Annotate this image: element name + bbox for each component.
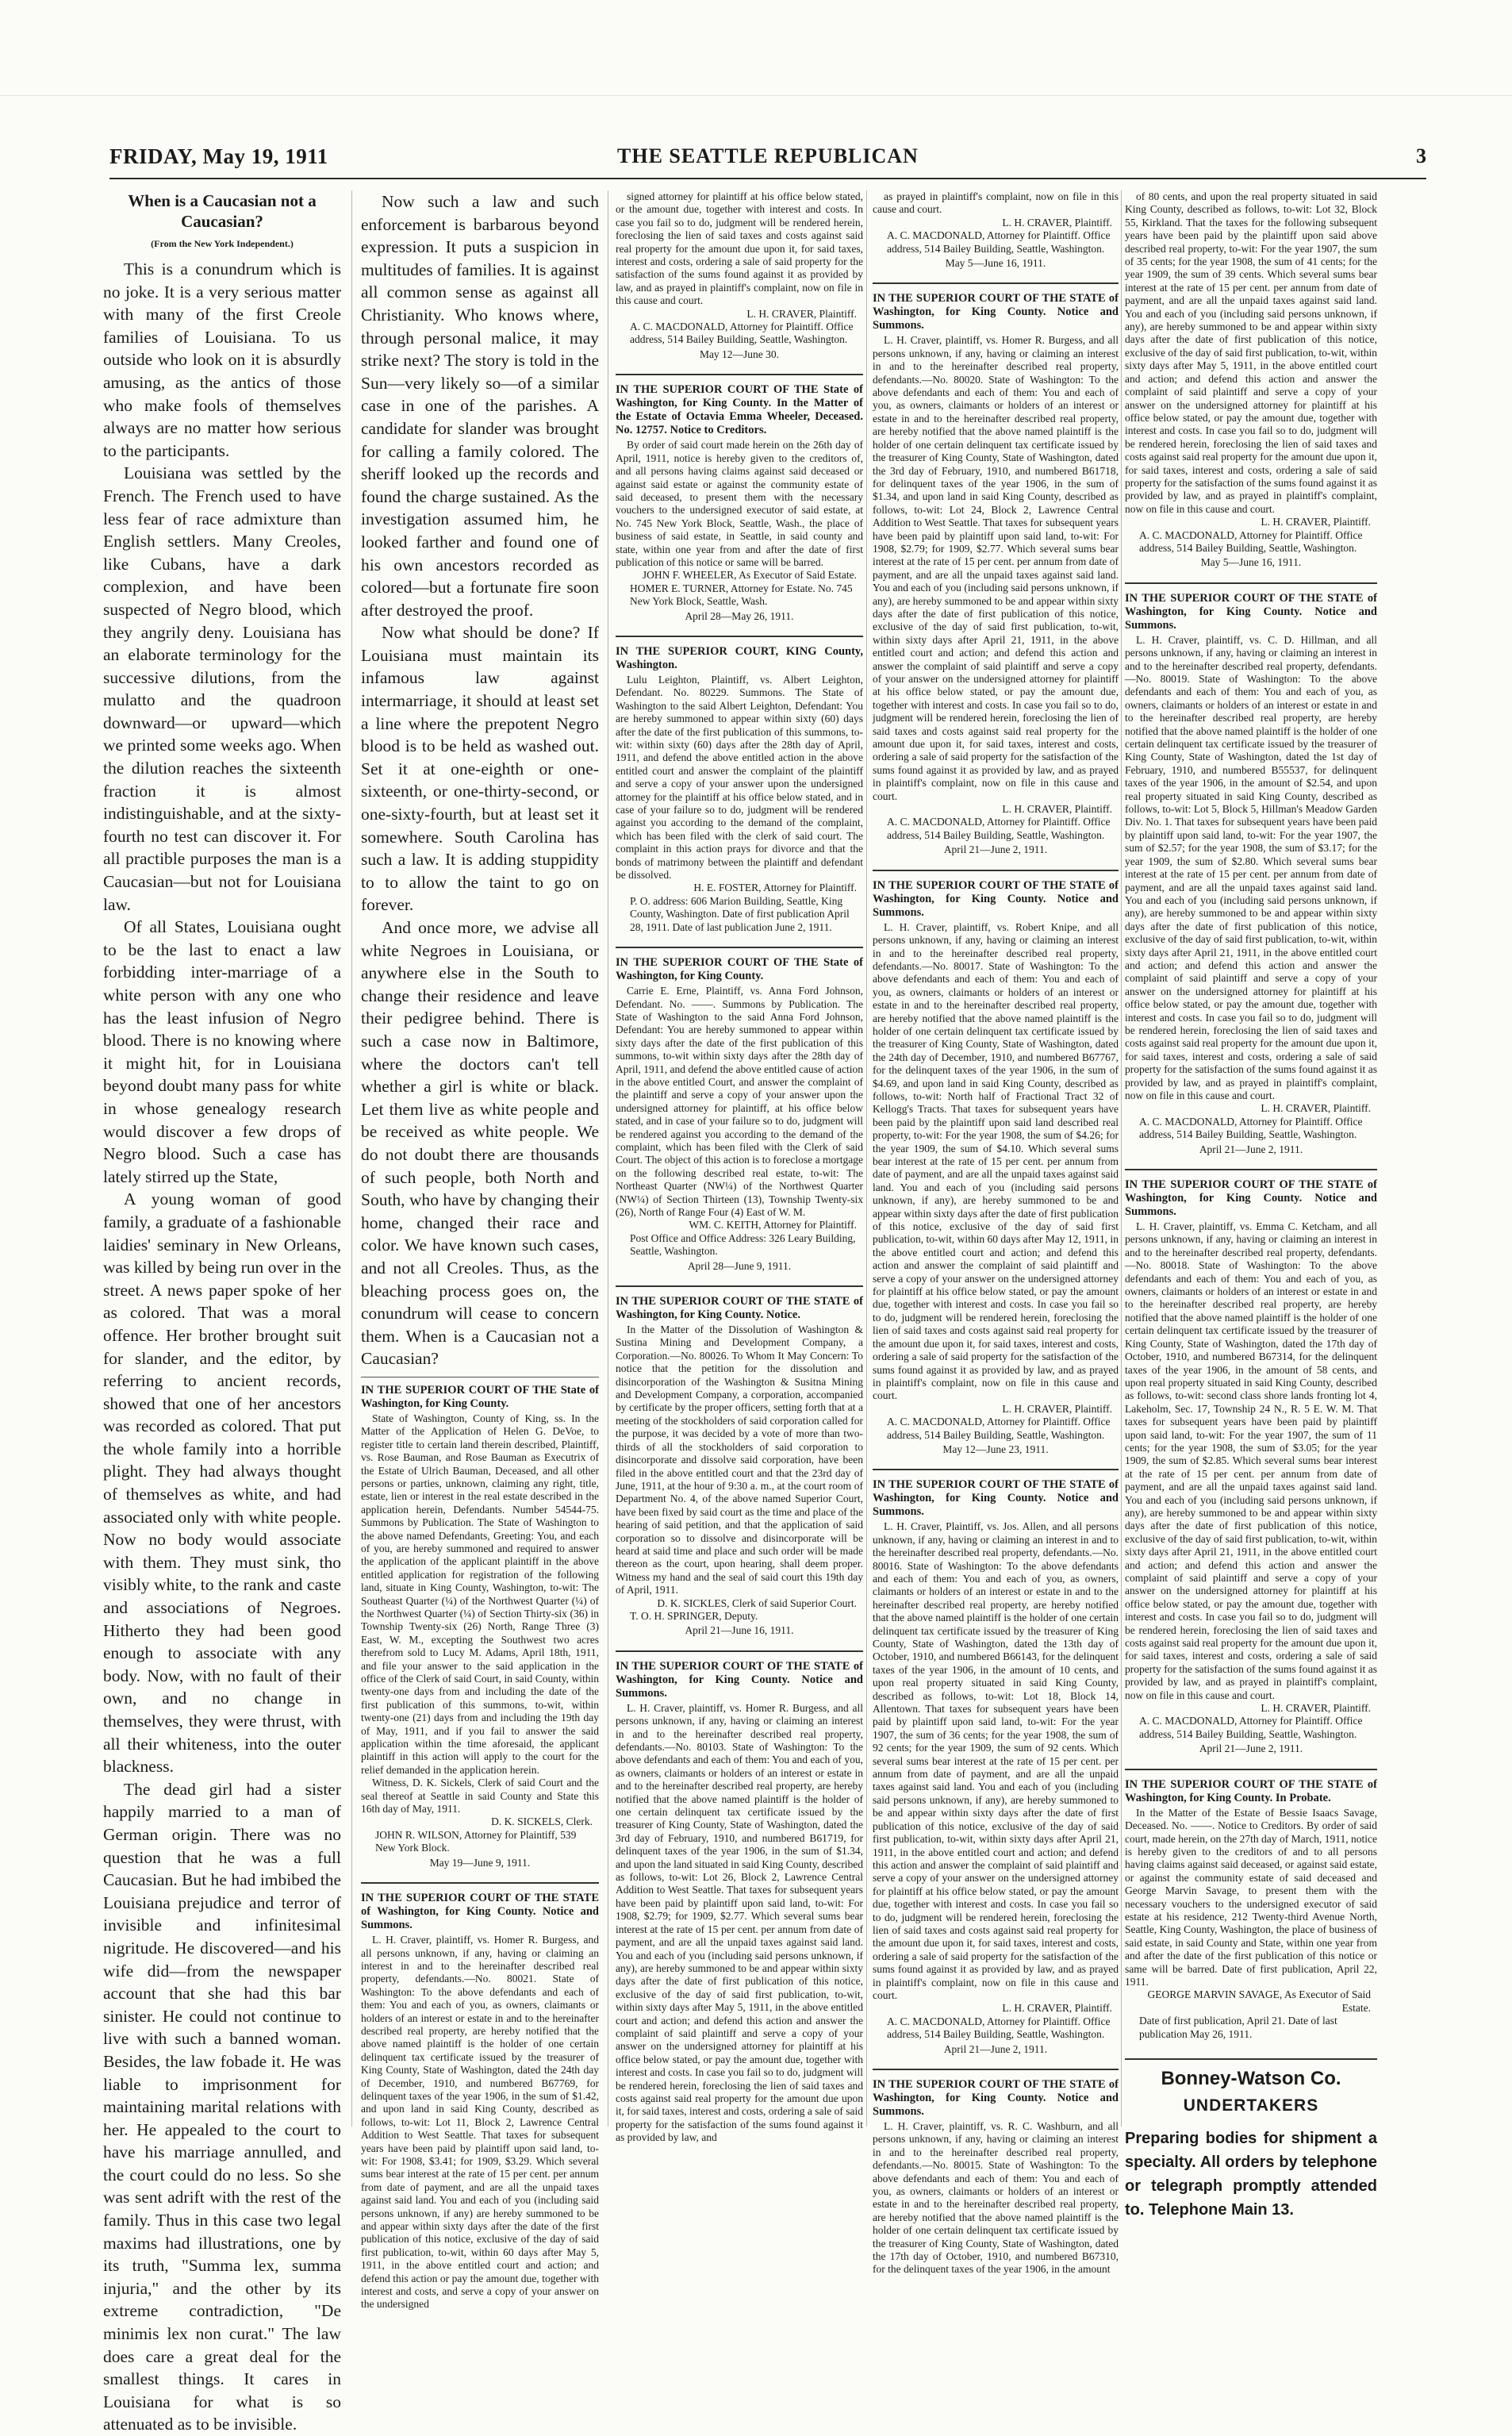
notice-attorney: A. C. MACDONALD, Attorney for Plaintiff. Office address, 514 Bailey Building, Seattle, Washington.: [887, 816, 1111, 841]
ad-text: Preparing bodies for shipment a specialty. All orders by telephone or telegraph promptly attended to. Telephone Main 13.: [1125, 2130, 1377, 2219]
column-5: [1125, 190, 1377, 2219]
legal-notice: [616, 190, 863, 361]
notice-publication-dates: May 12—June 30.: [699, 348, 780, 360]
notice-signature: L. H. CRAVER, Plaintiff.: [1261, 1702, 1371, 1715]
notice-attorney: Post Office and Office Address: 326 Leary Building, Seattle, Washington.: [630, 1231, 856, 1258]
notice-heading: IN THE SUPERIOR COURT OF THE STATE of Washington, for King County. Notice.: [616, 1295, 863, 1322]
notice-heading: IN THE SUPERIOR COURT OF THE STATE of Washington, for King County. Notice and Summons.: [1125, 1178, 1377, 1219]
notice-publication-dates: April 21—June 2, 1911.: [1199, 1143, 1303, 1155]
column-divider: [351, 190, 352, 2127]
notice-heading: IN THE SUPERIOR COURT OF THE State of Washington, for King County.: [361, 1383, 599, 1410]
notice-signature: L. H. CRAVER, Plaintiff.: [1002, 803, 1112, 816]
notice-attorney: P. O. address: 606 Marion Building, Seattle, King County, Washington. Date of first publication April 28, 1911. Date of last publication June 2, 1911.: [630, 894, 850, 933]
notice-rule: [616, 636, 863, 637]
notice-rule: [873, 2069, 1119, 2070]
legal-notice: [873, 879, 1119, 1457]
page-header: [109, 144, 1426, 176]
notice-body: L. H. Craver, plaintiff, vs. Emma C. Ketcham, and all persons unknown, if any, having or claiming an interest in and to the hereinafter described real property, defendants.—No. 80018. State of Washington: To the above defendants and each of them: You and each of you, as owners, claimants or holders of an interest or estate in and to the hereinafter described real property, are hereby notified that the above named plaintiff is the holder of one certain delinquent tax certificate issued by the treasurer of King County, State of Washington, dated the 17th day of October, 1910, and numbered B67314, for the delinquent taxes of the year 1906, in the amount of 58 cents, and upon real property situated in said King County, described as follows, to-wit: second class shore lands fronting lot 4, Lakeholm, Sec. 17, Township 24 N., R. 5 E. W. M. That taxes for subsequent years have been paid by plaintiff upon said land, to-wit: For the year 1907, the sum of 11 cents; for the year 1908, the sum of $3.05; for the year 1909, the sum of $2.85. Which several sums bear interest at the rate of 15 per cent. per annum from date of payment, and are all the unpaid taxes against said land. You and each of you (including said persons unknown, if any), are hereby summoned to be and appear within sixty days after the date of first publication of this notice, exclusive of the day of said first publication, to-wit, within sixty days after April 21, 1911, in the above entitled court and action; and defend this action and answer the complaint of said plaintiff and serve a copy of your answer on the undersigned attorney for plaintiff at his office below stated, or pay the amount due, together with interest and costs. In case you fail so to do, judgment will be rendered herein, foreclosing the lien of said taxes and costs against said real property for the amount due upon it, for said taxes, interest and costs, ordering a sale of said property for the satisfaction of the sums found against it as provided by law, and as prayed in plaintiff's complaint, now on file in this cause and court.: [1125, 1220, 1377, 1701]
notice-heading: IN THE SUPERIOR COURT OF THE STATE of Washington, for King County. Notice and Summons.: [616, 1659, 863, 1700]
notice-body: L. H. Craver, plaintiff, vs. R. C. Washburn, and all persons unknown, if any, having or claiming an interest in and to the hereinafter described real property, defendants.—No. 80015. State of Washington: To the above defendants and each of them: You and each of you, as owners, claimants or holders of an interest or estate in and to the hereinafter described real property, are hereby notified that the above named plaintiff is the holder of one certain delinquent tax certificate issued by the treasurer of King County, State of Washington, dated the 17th day of October, 1910, and numbered B67310, for the delinquent taxes of the year 1906, in the amount: [873, 2120, 1119, 2276]
legal-notice: [1125, 592, 1377, 1156]
notice-attorney: A. C. MACDONALD, Attorney for Plaintiff. Office address, 514 Bailey Building, Seattle, Washington.: [887, 1416, 1111, 1441]
notice-attorney: JOHN R. WILSON, Attorney for Plaintiff, 539 New York Block.: [375, 1828, 577, 1854]
column-divider: [1121, 190, 1122, 2127]
article-paragraph: Louisiana was settled by the French. The French used to have less fear of race admixture than English settlers. Many Creoles, like Cubans, have a dark complexion, and have been suspected of Negro blood, which they angrily deny. Louisiana has an elaborate terminology for the successive dilutions, from the mulatto and the quadroon downward—or upward—which we printed some weeks ago. When the dilution reaches the sixteenth fraction it is almost indistinguishable, and at the sixty-fourth no test can discover it. For all practible purposes the man is a Caucasian—but not for Louisiana law.: [103, 463, 341, 914]
notice-body: Lulu Leighton, Plaintiff, vs. Albert Leighton, Defendant. No. 80229. Summons. The State of Washington to the said Albert Leighton, Defendant: You are hereby summoned to appear within sixty (60) days after the date of the first publication of this summons, to-wit: within sixty (60) days after the 28th day of April, 1911, and defend the above entitled action in the above entitled court and answer the complaint of the plaintiff and serve a copy of your answer upon the undersigned attorney for the plaintiff at his office below stated, and in case of your failure so to do, judgment will be rendered against you according to the demand of the complaint, which has been filed with the clerk of said court. The complaint in this action prays for divorce and that the bonds of matrimony between the plaintiff and defendant be dissolved.: [616, 673, 863, 882]
notice-publication-dates: April 21—June 2, 1911.: [943, 843, 1048, 856]
article-headline: When is a Caucasian not a Caucasian?: [128, 191, 317, 231]
article-source: (From the New York Independent.): [151, 238, 294, 249]
notice-attorney: A. C. MACDONALD, Attorney for Plaintiff. Office address, 514 Bailey Building, Seattle, Washington.: [1139, 1115, 1363, 1141]
ad-rule: [1125, 2058, 1377, 2060]
header-rule: [109, 178, 1426, 179]
legal-notice: [616, 1660, 863, 2145]
issue-date: FRIDAY, May 19, 1911: [109, 144, 328, 168]
notice-rule: [873, 870, 1119, 871]
column-3: [616, 190, 863, 2144]
notice-publication-dates: May 19—June 9, 1911.: [429, 1856, 531, 1869]
notice-attorney: A. C. MACDONALD, Attorney for Plaintiff. Office address, 514 Bailey Building, Seattle, Washington.: [1139, 1715, 1363, 1740]
legal-notice: [361, 1892, 599, 2311]
legal-notice: [616, 1295, 863, 1638]
notice-attorney: A. C. MACDONALD, Attorney for Plaintiff. Office address, 514 Bailey Building, Seattle, Washington.: [630, 321, 854, 346]
undertaker-advertisement: [1125, 2058, 1377, 2222]
legal-notice: [1125, 190, 1377, 570]
notice-signature: WM. C. KEITH, Attorney for Plaintiff.: [689, 1219, 857, 1231]
notice-rule: [1125, 1769, 1377, 1770]
page-top-margin: [0, 0, 1512, 96]
legal-notice: [361, 1384, 599, 1869]
notice-body: In the Matter of the Estate of Bessie Isaacs Savage, Deceased. No. ——. Notice to Creditors. By order of said court, made herein, on the 27th day of March, 1911, notice is hereby given to the creditors of and to all persons having claims against said deceased, or against said estate, or against the community estate of said deceased and George Marvin Savage, to present them with the necessary vouchers to the undersigned executor of said estate at his residence, 212 Twenty-third Avenue North, Seattle, King County, Washington, the place of business of said estate, in said County and State, within one year from and after the date of the first publication of this notice or same will be barred. Date of first publication, April 22, 1911.: [1125, 1806, 1377, 1988]
notice-signature: L. H. CRAVER, Plaintiff.: [1002, 2002, 1112, 2015]
article-paragraph: A young woman of good family, a graduate of a fashionable laidies' seminary in New Orleans, was killed by being run over in the street. A news paper spoke of her as colored. That was a moral offence. Her brother brought suit for slander, and the editor, by referring to ancient records, showed that one of her ancestors was recorded as colored. That put the whole family into a horrible plight. They had always thought of themselves as white, and had associated only with white people. Now no body would associate with them. They must sink, tho visibly white, to the rank and caste and associations of Negroes. Hitherto they had been good enough to associate with any body. Now, with no fault of their own, and no change in themselves, they were thrust, with all their whiteness, into the outer blackness.: [103, 1189, 341, 1777]
notice-heading: IN THE SUPERIOR COURT, KING County, Washington.: [616, 644, 863, 671]
ad-subtitle: UNDERTAKERS: [1183, 2096, 1319, 2115]
notice-rule: [873, 1469, 1119, 1470]
notice-signature: D. K. SICKLES, Clerk of said Superior Court.: [657, 1596, 857, 1609]
article-paragraph: Now what should be done? If Louisiana must maintain its infamous law against intermarriage, it should at least set a line where the prepotent Negro blood is to be held as washed out. Set it at one-eighth or one-sixteenth, or one-thirty-second, or one-sixty-fourth, but at least set it somewhere. South Carolina has such a law. It is adding stuppidity to to allow the taint to go on forever.: [361, 623, 599, 915]
notice-rule: [1125, 582, 1377, 584]
newspaper-title: THE SEATTLE REPUBLICAN: [617, 144, 919, 167]
notice-heading: IN THE SUPERIOR COURT OF THE State of Washington, for King County.: [616, 956, 863, 983]
notice-signature: H. E. FOSTER, Attorney for Plaintiff.: [693, 882, 857, 894]
notice-attorney: T. O. H. SPRINGER, Deputy.: [630, 1609, 758, 1622]
legal-notice: [616, 645, 863, 934]
column-2: [361, 190, 599, 2311]
notice-publication-dates: May 5—June 16, 1911.: [1200, 556, 1302, 569]
notice-body: signed attorney for plaintiff at his office below stated, or the amount due, together with interest and costs. In case you fail so to do, judgment will be rendered herein, foreclosing the lien of said taxes and costs against said real property for the amount due upon it, for said taxes, interest and costs, ordering a sale of said property for the satisfaction of the sums found against it as provided by law, and as prayed in plaintiff's complaint, now on file in this cause and court.: [616, 190, 863, 307]
notice-body: In the Matter of the Dissolution of Washington & Sustina Mining and Development Company, a Corporation.—No. 80026. To Whom It May Concern: To notice that the petition for the dissolution and disincorporation of the Washington & Susitna Mining and Development Company, a corporation, accompanied by certificate by the proper officers, setting forth that at a meeting of the stockholders of said corporation called for the purpose, it was decided by a vote of more than two-thirds of all the stockholders of said corporation to disincorporate and dissolve said corporation, have been filed in the above entitled court and that the 23rd day of June, 1911, at the hour of 9:30 a. m., at the court room of Department No. 4, of the above named Superior Court, have been fixed by said court as the time and place of the hearing of said petition, and that the application of said corporation so to dissolve and disincorporate will be heard at said time and place and such order will be made thereon as the court, upon hearing, shall deem proper. Witness my hand and the seal of said court this 19th day of April, 1911.: [616, 1324, 863, 1596]
notice-signature: L. H. CRAVER, Plaintiff.: [1261, 516, 1371, 528]
notice-rule: [873, 282, 1119, 284]
notice-attorney: A. C. MACDONALD, Attorney for Plaintiff. Office address, 514 Bailey Building, Seattle, Washington.: [887, 2015, 1111, 2041]
column-1: [103, 190, 341, 2434]
legal-notices-col3: [616, 190, 863, 2145]
notice-publication-dates: April 21—June 16, 1911.: [685, 1624, 794, 1637]
legal-notices-col4: [873, 190, 1119, 2277]
notice-rule: [616, 1650, 863, 1652]
notice-signature: L. H. CRAVER, Plaintiff.: [1002, 1402, 1112, 1415]
legal-notice: [616, 383, 863, 623]
article-body-col1: [103, 258, 341, 2436]
legal-notice: [873, 190, 1119, 270]
notice-signature: D. K. SICKELS, Clerk.: [491, 1815, 593, 1828]
legal-notices-col2: [361, 1384, 599, 2311]
notice-body: L. H. Craver, Plaintiff, vs. Jos. Allen, and all persons unknown, if any, having or claiming an interest in and to the hereinafter described real property, defendants.—No. 80016. State of Washington: To the above defendants and each of them: You and each of you, as owners, claimants or holders of an interest or estate in and to the hereinafter described real property, are hereby notified that the above named plaintiff is the holder of one certain delinquent tax certificate issued by the treasurer of King County, State of Washington, dated the 13th day of October, 1910, and numbered B66143, for the delinquent taxes of the year 1906, in the amount of 10 cents, and upon real property situated in said King County, described as follows, to-wit: Lot 18, Block 14, Allentown. That taxes for subsequent years have been paid by plaintiff upon said land, to-wit: For the year 1907, the sum of 36 cents; for the year 1908, the sum of 92 cents; for the year 1909, the sum of 92 cents. Which several sums bear interest at the rate of 15 per cent. per annum from date of payment, and are all the unpaid taxes against said land. You and each of you (including said persons unknown, if any), are hereby summoned to be and appear within sixty days after the date of first publication of this notice, exclusive of the day of said first publication, to-wit, within sixty days after April 21, 1911, in the above entitled court and action; and defend this action and answer the complaint of said plaintiff and serve a copy of your answer on the undersigned attorney for plaintiff at his office below stated, or pay the amount due, together with interest and costs. In case you fail so to do, judgment will be rendered herein, foreclosing the lien of said taxes and costs against said real property for the amount due upon it, for said taxes, interest and costs, ordering a sale of said property for the satisfaction of the sums found against it as provided by law, and as prayed in plaintiff's complaint, now on file in this cause and court.: [873, 1520, 1119, 2001]
notice-attorney: HOMER E. TURNER, Attorney for Estate. No. 745 New York Block, Seattle, Wash.: [630, 582, 853, 608]
notice-body: L. H. Craver, plaintiff, vs. Homer R. Burgess, and all persons unknown, if any, having or claiming an interest in and to the hereinafter described real property, defendants.—No. 80021. State of Washington: To the above defendants and each of them: You and each of you, as owners, claimants or holders of an interest or estate in and to the hereinafter described real property, are hereby notified that the above named plaintiff is the holder of one certain delinquent tax certificate issued by the treasurer of King County, State of Washington, dated the 24th day of December, 1910, and numbered B67769, for delinquent taxes of the year 1906, in the sum of $1.42, and upon land in said King County, described as follows, to-wit: Lot 11, Block 2, Lawrence Central Addition to West Seattle. That taxes for subsequent years have been paid by plaintiff upon said land, to-wit: For 1908, $3.41; for 1909, $3.29. Which several sums bear interest at the rate of 15 per cent. per annum from date of payment, and are all the unpaid taxes against said land. You and each of you (including said persons unknown, if any) are hereby summoned to be and appear within sixty days after the date of the first publication of this notice, exclusive of the day of said first publication, to-wit, within 60 days after May 5, 1911, in the above entitled court and action; and defend this action or pay the amount due, together with interest and costs, and serve a copy of your answer on the undersigned: [361, 1934, 599, 2311]
notice-signature: L. H. CRAVER, Plaintiff.: [1002, 216, 1112, 229]
notice-heading: IN THE SUPERIOR COURT OF THE STATE of Washington, for King County. In Probate.: [1125, 1777, 1377, 1804]
notice-publication-dates: April 28—June 9, 1911.: [687, 1259, 792, 1272]
notice-attorney: Date of first publication, April 21. Date of last publication May 26, 1911.: [1139, 2015, 1337, 2040]
notice-attorney: A. C. MACDONALD, Attorney for Plaintiff. Office address, 514 Bailey Building, Seattle, Washington.: [1139, 528, 1363, 554]
notice-heading: IN THE SUPERIOR COURT OF THE STATE of Washington, for King County. Notice and Summons.: [873, 292, 1119, 332]
notice-body: Carrie E. Erne, Plaintiff, vs. Anna Ford Johnson, Defendant. No. ——. Summons by Publication. The State of Washington to the said Anna Ford Johnson, Defendant: You are hereby summoned to appear within sixty days after the date of the first publication of this summons, to-wit within sixty days after the 28th day of April, 1911, and defend the above entitled cause of action in the above entitled Court, and answer the complaint of the plaintiff and serve a copy of your answer upon the undersigned attorney for plaintiff, at his office below stated, and in case of your failure so to do, judgment will be rendered against you according to the demand of the complaint, which has been filed with the Clerk of said Court. The object of this action is to foreclose a mortgage on the following described real estate, to-wit: The Northeast Quarter (NW¼) of the Northwest Quarter (NW¼) of Section Thirteen (13), Township Twenty-six (26), North of Range Four (4) East of W. M.: [616, 985, 863, 1218]
notice-signature: JOHN F. WHEELER, As Executor of Said Estate.: [642, 569, 857, 582]
legal-notice: [1125, 1778, 1377, 2041]
notice-body: L. H. Craver, plaintiff, vs. C. D. Hillman, and all persons unknown, if any, having or claiming an interest in and to the hereinafter described real property, defendants.—No. 80019. State of Washington: To the above defendants and each of them: You and each of you, as owners, claimants or holders of an interest or estate in and to the hereinafter described real property, are hereby notified that the above named plaintiff is the holder of one certain delinquent tax certificate issued by the treasurer of King County, State of Washington, dated the 1st day of February, 1910, and numbered B55537, for delinquent taxes of the year 1906, in the amount of $2.54, and upon real property situated in said King County, described as follows, to-wit: Lot 5, Block 5, Hillman's Meadow Garden Div. No. 1. That taxes for subsequent years have been paid by plaintiff upon said land, to-wit: For the year 1907, the sum of $2.57; for the year 1908, the sum of $3.17; for the year 1909, the sum of $2.80. Which several sums bear interest at the rate of 15 per cent. per annum from date of payment, and are all the unpaid taxes against said land. You and each of you (including said persons unknown, if any), are hereby summoned to be and appear within sixty days after the date of first publication of this notice, exclusive of the day of said first publication, to-wit, within sixty days after April 21, 1911, in the above entitled court and action; and defend this action and answer the complaint of said plaintiff and serve a copy of your answer on the undersigned attorney for plaintiff at his office below stated, or pay the amount due, together with interest and costs. In case you fail so to do, judgment will be rendered herein, foreclosing the lien of said taxes and costs against said real property for the amount due upon it, for said taxes, interest and costs, ordering a sale of said property for the satisfaction of the sums found against it as provided by law, and as prayed in plaintiff's complaint, now on file in this cause and court.: [1125, 633, 1377, 1101]
legal-notice: [616, 956, 863, 1273]
page-number: 3: [1416, 144, 1426, 167]
notice-signature: L. H. CRAVER, Plaintiff.: [1261, 1102, 1371, 1115]
notice-body: L. H. Craver, plaintiff, vs. Homer R. Burgess, and all persons unknown, if any, having or claiming an interest in and to the hereinafter described real property, defendants.—No. 80020. State of Washington: To the above defendants and each of them: You and each of you, as owners, claimants or holders of an interest or estate in and to the hereinafter described real property, are hereby notified that the above named plaintiff is the holder of one certain delinquent tax certificate issued by the treasurer of King County, State of Washington, dated the 3rd day of February, 1910, and numbered B61718, for delinquent taxes of the year 1906, in the sum of $1.34, and upon land in said King County, described as follows, to-wit: Lot 24, Block 2, Lawrence Central Addition to West Seattle. That taxes for subsequent years have been paid by plaintiff upon said land, to-wit: For 1908, $2.79; for 1909, $2.77. Which several sums bear interest at the rate of 15 per cent. per annum from date of payment, and are all the unpaid taxes against said land. You and each of you (including said persons unknown, if any), are hereby summoned to be and appear within sixty days after the date of first publication of this notice, exclusive of the day of said first publication, to-wit, within sixty days after April 21, 1911, in the above entitled court and action; and defend this action and answer the complaint of said plaintiff and serve a copy of your answer on the undersigned attorney for plaintiff at his office below stated, or pay the amount due, together with interest and costs. In case you fail so to do, judgment will be rendered herein, foreclosing the lien of said taxes and costs against said real property for the amount due upon it, for said taxes, interest and costs, ordering a sale of said property for the satisfaction of the sums found against it as provided by law, and as prayed in plaintiff's complaint, now on file in this cause and court.: [873, 334, 1119, 802]
notice-publication-dates: April 21—June 2, 1911.: [1199, 1742, 1303, 1755]
legal-notices-col5: [1125, 190, 1377, 2041]
notice-body: L. H. Craver, plaintiff, vs. Homer R. Burgess, and all persons unknown, if any, having or claiming an interest in and to the hereinafter described real property, defendants.—No. 80103. State of Washington: To the above defendants and each of them: You and each of you, as owners, claimants or holders of an interest or estate in and to the hereinafter described real property, are hereby notified that the above named plaintiff is the holder of one certain delinquent tax certificate issued by the treasurer of King County, State of Washington, dated the 3rd day of February, 1910, and numbered B61719, for delinquent taxes of the year 1906, in the sum of $1.34, and upon the land situated in said King County, described as follows, to-wit: Lot 26, Block 2, Lawrence Central Addition to West Seattle. That taxes for subsequent years have been paid by plaintiff upon said land, to-wit: For 1908, $2.79; for 1909, $2.77. Which several sums bear interest at the rate of 15 per cent. per annum from date of payment, and are all the unpaid taxes against said land. You and each of you (including said persons unknown, if any), are hereby summoned to be and appear within sixty days after the date of first publication of this notice, exclusive of the day of said first publication, to-wit, within sixty days after May 5, 1911, in the above entitled court and action; and defend this action and answer the complaint of said plaintiff and serve a copy of your answer on the undersigned attorney for plaintiff at his office below stated, or pay the amount due, together with interest and costs. In case you fail so to do, judgment will be rendered herein, foreclosing the lien of said taxes and costs against said real property for the amount due upon it, for said taxes, interest and costs, ordering a sale of said property for the satisfaction of the sums found against it as provided by law, and: [616, 1701, 863, 2144]
column-divider: [866, 190, 867, 2127]
notice-heading: IN THE SUPERIOR COURT OF THE STATE of Washington, for King County. Notice and Summons.: [873, 878, 1119, 919]
article-paragraph: This is a conundrum which is no joke. It is a very serious matter with many of the first Creole families of Louisiana. To us outside who look on it is absurdly amusing, as the antics of those who make fools of themselves always are no matter how serious to the participants.: [103, 259, 341, 460]
notice-attorney: A. C. MACDONALD, Attorney for Plaintiff. Office address, 514 Bailey Building, Seattle, Washington.: [887, 229, 1111, 255]
notice-body: By order of said court made herein on the 26th day of April, 1911, notice is hereby given to the creditors of, and all persons having claims against said deceased or against said estate or against the community estate of said deceased, to present them with the necessary vouchers to the undersigned executor of said estate, at No. 745 New York Block, Seattle, Wash., the place of business of said estate, in Seattle, in said county and state, within one year from and after the date of first publication of this notice or same will be barred.: [616, 439, 863, 568]
article-paragraph: The dead girl had a sister happily married to a man of German origin. There was no question that he was a full Caucasian. But he had imbibed the Louisiana prejudice and terror of invisible and infinitesimal nigritude. He discovered—and his wife did—from the newspaper account that she had this bar sinister. He could not continue to live with such a banned woman. Besides, the law fobade it. He was liable to imprisonment for maintaining marital relations with her. He appealed to the court to have his marriage annulled, and the court could do no less. So she was sent adrift with the rest of the family. Thus in this case two legal maxims had illustrations, one by its truth, "Summa lex, summa injuria," and the other by its extreme contradiction, "De minimis lex non curat." The law does care a great deal for the smallest things. It cares in Louisiana for what is so attenuated as to be invisible.: [103, 1779, 341, 2434]
article-body-col2: [361, 190, 599, 1370]
notice-publication-dates: April 28—May 26, 1911.: [685, 609, 794, 622]
notice-signature: L. H. CRAVER, Plaintiff.: [746, 307, 857, 320]
notice-publication-dates: May 5—June 16, 1911.: [945, 257, 1046, 270]
article-paragraph: And once more, we advise all white Negroes in Louisiana, or anywhere else in the South to change their residence and leave their pedigree behind. There is such a case now in Baltimore, where the doctors can't tell whether a girl is white or black. Let them live as white people and be received as white people. We do not doubt there are thousands of such people, both North and South, who have by changing their home, changed their race and color. We have known such cases, and not all Creoles. Thus, as the bleaching process goes on, the conundrum will cease to concern them. When is a Caucasian not a Caucasian?: [361, 918, 599, 1369]
notice-rule: [616, 1285, 863, 1287]
legal-notice: [873, 292, 1119, 856]
notice-witness: Witness, D. K. Sickels, Clerk of said Court and the seal thereof at Seattle in said County and State this 16th day of May, 1911.: [361, 1777, 599, 1815]
notice-rule: [616, 374, 863, 375]
notice-heading: IN THE SUPERIOR COURT OF THE STATE of Washington, for King County. Notice and Summons.: [873, 2078, 1119, 2118]
notice-rule: [1125, 1169, 1377, 1170]
notice-publication-dates: April 21—June 2, 1911.: [943, 2042, 1048, 2055]
legal-notice: [873, 1478, 1119, 2056]
notice-publication-dates: May 12—June 23, 1911.: [942, 1443, 1049, 1455]
column-4: [873, 190, 1119, 2276]
notice-body: L. H. Craver, plaintiff, vs. Robert Knipe, and all persons unknown, if any, having or claiming an interest in and to the hereinafter described real property, defendants.—No. 80017. State of Washington: To the above defendants and each of them: You and each of you, as owners, claimants or holders of an interest or estate in and to the hereinafter described real property, are hereby notified that the above named plaintiff is the holder of one certain delinquent tax certificate issued by the treasurer of King County, State of Washington, dated the 24th day of December, 1910, and numbered B67767, for the delinquent taxes of the year 1906, in the sum of $4.69, and upon land in said King County, described as follows, to-wit: North half of Fractional Tract 32 of Kellogg's Tracts. That taxes for subsequent years have been paid by the plaintiff upon said land described real property, to-wit: For the year 1908, the sum of $4.26; for the year 1909, the sum of $4.10. Which several sums bear interest at the rate of 15 per cent. per annum from date of payment, and are all the unpaid taxes against said land. You and each of you (including said persons unknown, if any), are hereby summoned to be and appear within sixty days after the date of first publication of this notice, exclusive of the day of said first publication, to-wit, within 60 days after May 12, 1911, in the above entitled court and action; and defend this action and answer the complaint of said plaintiff and serve a copy of your answer on the undersigned attorney for plaintiff at his office below stated, or pay the amount due, together with interest and costs. In case you fail so to do, judgment will be rendered herein, foreclosing the lien of said taxes and costs against said real property for the amount due upon it, for said taxes, interest and costs, ordering a sale of said property for the satisfaction of the sums found against it as provided by law, and as prayed in plaintiff's complaint, now on file in this cause and court.: [873, 920, 1119, 1402]
legal-notice: [873, 2078, 1119, 2277]
notice-signature: GEORGE MARVIN SAVAGE, As Executor of Said Estate.: [1147, 1988, 1371, 2014]
notice-heading: IN THE SUPERIOR COURT OF THE STATE of Washington, for King County. Notice and Summons.: [873, 1478, 1119, 1519]
ad-title: Bonney-Watson Co.: [1161, 2068, 1341, 2089]
article-paragraph: Of all States, Louisiana ought to be the last to enact a law forbidding inter-marriage of a white person with any one who has the least infusion of Negro blood. There is no knowing where it might hit, for in Louisiana beyond doubt many pass for white in whose genealogy research would discover a few drops of Negro blood. Such a case has lately stirred up the State,: [103, 917, 341, 1186]
notice-rule: [616, 947, 863, 948]
notice-heading: IN THE SUPERIOR COURT OF THE State of Washington, for King County. In the Matter of the Estate of Octavia Emma Wheeler, Deceased. No. 12757. Notice to Creditors.: [616, 383, 863, 437]
notice-body: as prayed in plaintiff's complaint, now on file in this cause and court.: [873, 190, 1119, 216]
notice-body: of 80 cents, and upon the real property situated in said King County, described as follows, to-wit: Lot 32, Block 55, Kirkland. That the taxes for the following subsequent years have been paid by the plaintiff upon said above described real property, to-wit: For the year 1907, the sum of 35 cents; for the year 1908, the sum of 41 cents; for the year 1909, the sum of 39 cents. Which several sums bear interest at the rate of 15 per cent. per annum from date of payment, and are all the unpaid taxes against said land. You and each of you (including said persons unknown, if any), are hereby summoned to be and appear within sixty days after the date of first publication of this notice, exclusive of the day of said first publication, to-wit, within sixty days after May 5, 1911, in the above entitled court and action; and defend this action and answer the complaint of said plaintiff and serve a copy of your answer on the undersigned attorney for plaintiff at his office below stated, or pay the amount due, together with interest and costs. In case you fail so to do, judgment will be rendered herein, foreclosing the lien of said taxes and costs against said real property for the amount due upon it, for said taxes, interest and costs, ordering a sale of said property for the satisfaction of the sums found against it as provided by law, and as prayed in plaintiff's complaint, now on file in this cause and court.: [1125, 190, 1377, 515]
article-paragraph: Now such a law and such enforcement is barbarous beyond expression. It puts a suspicion in multitudes of families. It is against all common sense as against all Christianity. Who knows where, through personal malice, it may strike next? The story is told in the Sun—very likely so—of a similar case in one of the parishes. A candidate for slander was brought for calling a family colored. The sheriff looked up the records and found the charge sustained. As the investigation assumed him, he looked farther and found one of his own ancestors recorded as colored—but a fortunate fire soon after destroyed the proof.: [361, 192, 599, 620]
notice-rule: [361, 1882, 599, 1884]
notice-heading: IN THE SUPERIOR COURT OF THE STATE of Washington, for King County. Notice and Summons.: [1125, 591, 1377, 632]
legal-notice: [1125, 1178, 1377, 1756]
notice-body: State of Washington, County of King, ss. In the Matter of the Application of Helen G. DeVoe, to register title to certain land therein described, Plaintiff, vs. Rose Bauman, and Rose Bauman as Executrix of the Estate of Ulrich Bauman, Deceased, and all other persons or parties, unknown, claiming any right, title, estate, lien or interest in the real estate described in the application herein, Defendants. Number 54544-75. Summons by Publication. The State of Washington to the above named Defendants, Greeting: You, and each of you, are hereby summoned and required to answer the application of the applicant plaintiff in the above entitled application for registration of the following land, situate in King County, Washington, to-wit: The Southeast Quarter (¼) of the Northwest Quarter (¼) of the Northwest Quarter (¼) of Section Thirty-six (36) in Township Twenty-six (26) North, Range Three (3) East, W. M., excepting the Southwest two acres therefrom sold to Lucy M. Adams, April 18th, 1911, and file your answer to the said application in the office of the Clerk of said Court, in said County, within twenty-one days from and including the date of the first publication of this summons, to-wit, within twenty-one (21) days from and including the 19th day of May, 1911, and if you fail to answer the said application within the time aforesaid, the applicant plaintiff in this action will apply to the court for the relief demanded in the application herein.: [361, 1412, 599, 1776]
notice-heading: IN THE SUPERIOR COURT OF THE STATE of Washington, for King County. Notice and Summons.: [361, 1892, 599, 1932]
